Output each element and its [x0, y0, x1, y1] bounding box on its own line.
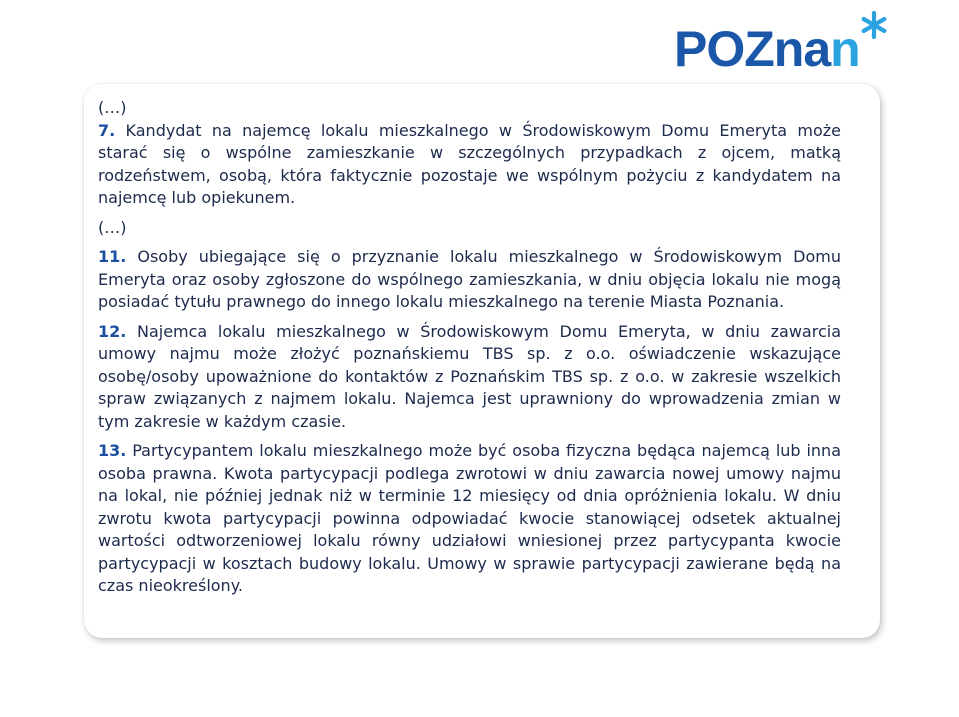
paragraph-12-number: 12. — [98, 321, 127, 341]
paragraph-11-number: 11. — [98, 247, 127, 266]
paragraph-7 — [98, 120, 841, 210]
paragraph-13 — [98, 440, 841, 598]
ellipsis-2: (…) — [98, 217, 127, 237]
paragraph-7-text: Kandydat na najemcę lokalu mieszkalnego w Środowiskowym Domu Emeryta może starać się o wspólne zamieszkanie w szczególnych przypadkach z ojcem, matką rodzeństwem, osobą, która faktycznie pozostaje we wspólnym pożyciu z kandydatem na najemcę lub opiekunem. — [98, 120, 841, 207]
paragraph-12 — [98, 321, 841, 434]
paragraph-13-text: Partycypantem lokalu mieszkalnego może być osoba fizyczna będąca najemcą lub inna osoba prawna. — [98, 441, 841, 483]
paragraph-7-number: 7. — [98, 120, 116, 140]
logo-text-last: n — [830, 21, 860, 77]
poznan-logo-text — [674, 22, 860, 76]
paragraph-11 — [98, 246, 841, 314]
regulation-text — [98, 97, 841, 598]
paragraph-12-text-2: Najemca jest uprawniony do wprowadzenia zmian w tym zakresie w każdym czasie. — [98, 389, 841, 431]
ellipsis-1: (…) — [98, 98, 127, 117]
paragraph-11-text: Osoby ubiegające się o przyznanie lokalu mieszkalnego w Środowiskowym Domu Emeryta oraz osoby zgłoszone do wspólnego zamieszkania, w dniu objęcia lokalu nie mogą posiadać tytułu prawnego do innego lokalu mieszkalnego na terenie Miasta Poznania. — [98, 247, 841, 311]
paragraph-13-text-2: Kwota partycypacji podlega zwrotowi w dniu zawarcia nowej umowy najmu na lokal, nie później jednak niż w terminie 12 miesięcy od dnia opróżnienia lokalu. W dniu zwrotu kwota partycypacji powinna odpowiadać kwocie stanowiącej odsetek aktualnej wartości odtworzeniowej lokalu równy udziałowi wniesionej przez partycypanta kwocie partycypacji w kosztach budowy lokalu. Umowy w sprawie partycypacji zawierane będą na czas nieokreślony. — [98, 463, 841, 595]
star-icon — [859, 10, 889, 40]
paragraph-13-number: 13. — [98, 441, 127, 460]
poznan-logo — [674, 8, 914, 77]
paragraph-12-text: Najemca lokalu mieszkalnego w Środowiskowym Domu Emeryta, w dniu zawarcia umowy najmu może złożyć poznańskiemu TBS sp. z o.o. oświadczenie wskazujące osobę/osoby upoważnione do kontaktów z Poznańskim TBS sp. z o.o. w zakresie wszelkich spraw związanych z najmem lokalu. — [98, 321, 841, 408]
logo-text-main: POZna — [674, 21, 831, 77]
